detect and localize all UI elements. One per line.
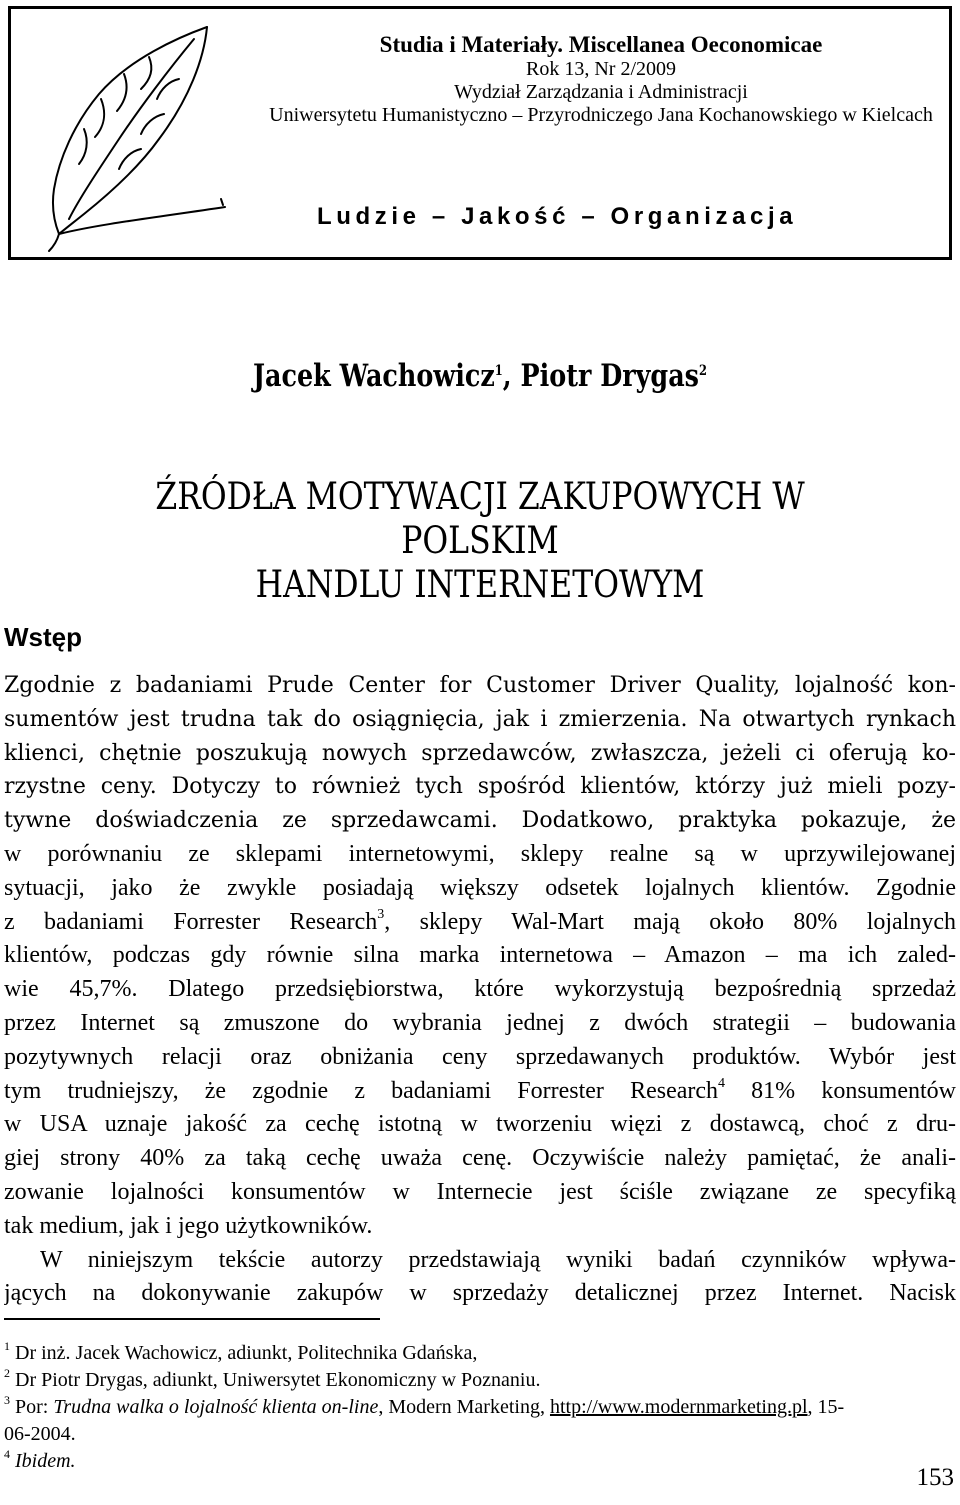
section-heading: Wstęp xyxy=(4,622,82,652)
body-fragment: tym trudniejszy, że zgodnie z badaniami Forrester Research xyxy=(4,1077,719,1104)
footnote-number: 4 xyxy=(4,1447,10,1461)
footnote-3-continued xyxy=(4,1421,956,1448)
body-fragment: z badaniami Forrester Research xyxy=(4,908,378,935)
article-title-line-2: HANDLU INTERNETOWYM xyxy=(255,563,705,606)
journal-title: Studia i Materiały. Miscellanea Oeconomicae xyxy=(379,32,823,57)
footnote-link[interactable]: http://www.modernmarketing.pl xyxy=(549,1396,808,1418)
quill-feather-icon xyxy=(29,19,229,254)
footnote-text: 06-2004. xyxy=(4,1423,76,1445)
journal-header-box xyxy=(8,6,952,260)
body-fragment: 81% konsumentów xyxy=(725,1077,956,1104)
article-title xyxy=(72,475,888,607)
journal-series: Ludzie – Jakość – Organizacja xyxy=(317,203,798,230)
footnote-1 xyxy=(4,1340,956,1367)
journal-info xyxy=(231,31,960,127)
author-1-footnote-ref[interactable]: 1 xyxy=(494,363,503,379)
article-title-line-1: ŹRÓDŁA MOTYWACJI ZAKUPOWYCH W POLSKIM xyxy=(155,475,805,562)
footnote-text: , 15- xyxy=(807,1396,845,1418)
footnote-text: Dr inż. Jacek Wachowicz, adiunkt, Politechnika Gdańska, xyxy=(15,1342,478,1364)
body-line: wie 45,7%. Dlatego przedsiębiorstwa, które wykorzystują bezpośrednią sprzedaż xyxy=(4,976,956,1003)
body-line: sumentów jest trudna tak do osiągnięcia, jak i zmierzenia. Na otwartych rynkach xyxy=(4,706,956,732)
article-authors xyxy=(86,358,873,394)
footnote-text: Dr Piotr Drygas, adiunkt, Uniwersytet Ekonomiczny w Poznaniu. xyxy=(15,1369,541,1391)
body-line: w porównaniu ze sklepami internetowymi, sklepy realne są w uprzywilejowanej xyxy=(4,840,956,867)
body-line: tak medium, jak i jego użytkowników. xyxy=(4,1212,373,1239)
body-line: giej strony 40% za taką cechę uważa cenę. Oczywiście należy pamiętać, że anali- xyxy=(4,1145,956,1172)
journal-issue: Rok 13, Nr 2/2009 xyxy=(526,58,676,80)
footnote-italic-text: Ibidem. xyxy=(15,1450,76,1472)
body-fragment: , sklepy Wal-Mart mają około 80% lojalnych xyxy=(384,908,956,935)
body-line xyxy=(4,1075,956,1109)
body-text xyxy=(4,669,956,1311)
body-line: pozytywnych relacji oraz obniżania ceny sprzedawanych produktów. Wybór jest xyxy=(4,1043,956,1070)
body-line: klientów, podczas gdy równie silna marka internetowa – Amazon – ma ich zaled- xyxy=(4,942,956,969)
body-line: w USA uznaje jakość za cechę istotną w tworzeniu więzi z dostawcą, choć z dru- xyxy=(4,1111,956,1138)
body-line: jących na dokonywanie zakupów w sprzedaży detalicznej przez Internet. Nacisk xyxy=(4,1280,956,1307)
body-line: zowanie lojalności konsumentów w Internecie jest ściśle związane ze specyfiką xyxy=(4,1178,956,1205)
footnote-italic-title: Trudna walka o lojalność klienta on-line xyxy=(53,1396,379,1418)
body-line xyxy=(4,906,956,940)
footnote-number: 3 xyxy=(4,1393,10,1407)
footnote-divider xyxy=(4,1318,380,1320)
footnote-text: , Modern Marketing, xyxy=(378,1396,550,1418)
author-2-footnote-ref[interactable]: 2 xyxy=(698,363,707,379)
body-line: przez Internet są zmuszone do wybrania jednej z dwóch strategii – budowania xyxy=(4,1009,956,1036)
footnote-number: 1 xyxy=(4,1339,10,1353)
footnotes xyxy=(4,1340,956,1475)
journal-university: Uniwersytetu Humanistyczno – Przyrodniczego Jana Kochanowskiego w Kielcach xyxy=(269,104,933,126)
footnote-number: 2 xyxy=(4,1366,10,1380)
page-number: 153 xyxy=(916,1464,954,1491)
footnote-2 xyxy=(4,1367,956,1394)
footnote-3 xyxy=(4,1394,956,1421)
author-2: Piotr Drygas xyxy=(520,358,699,394)
author-separator: , xyxy=(502,358,521,394)
footnote-ref-4[interactable]: 4 xyxy=(718,1075,726,1091)
body-line: sytuacji, jako że zwykle posiadają większy odsetek lojalnych klientów. Zgodnie xyxy=(4,874,956,901)
body-line: tywne doświadczenia ze sprzedawcami. Dodatkowo, praktyka pokazuje, że xyxy=(4,808,956,834)
footnote-ref-3[interactable]: 3 xyxy=(377,906,385,922)
footnote-4 xyxy=(4,1448,956,1475)
body-line: rzystne ceny. Dotyczy to również tych spośród klientów, którzy już mieli pozy- xyxy=(4,774,956,800)
author-1: Jacek Wachowicz xyxy=(253,358,495,394)
body-line: W niniejszym tekście autorzy przedstawiają wyniki badań czynników wpływa- xyxy=(40,1246,956,1273)
body-line: klienci, chętnie poszukują nowych sprzedawców, zwłaszcza, jeżeli ci oferują ko- xyxy=(4,740,956,766)
footnote-text: Por: xyxy=(15,1396,54,1418)
body-line: Zgodnie z badaniami Prude Center for Customer Driver Quality, lojalność kon- xyxy=(4,673,956,698)
journal-faculty: Wydział Zarządzania i Administracji xyxy=(454,81,748,103)
